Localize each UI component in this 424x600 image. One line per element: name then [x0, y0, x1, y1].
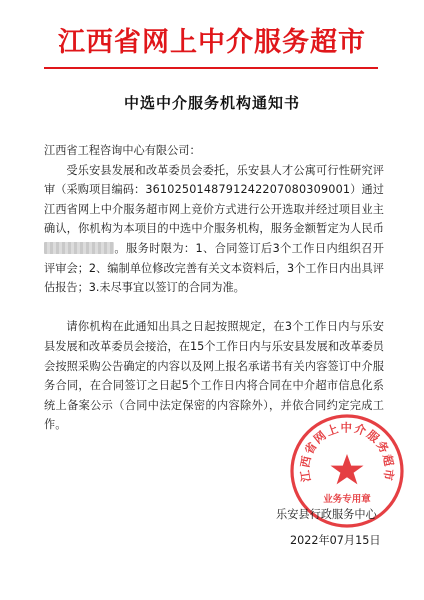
paragraph-1-part-a: 受乐安县发展和改革委员会委托，乐安县人才公寓可行性研究评审（采购项目编码：: [44, 163, 384, 197]
redacted-amount: [44, 242, 114, 254]
header-title: 江西省网上中介服务超市: [58, 27, 366, 58]
paragraph-1: [44, 161, 384, 298]
document-body: [44, 141, 384, 435]
header-divider: [44, 67, 378, 69]
seal-center-text: 业务专用章: [323, 494, 371, 505]
paragraph-1-part-c: 。服务时限为：1、合同签订后3个工作日内组织召开评审会；2、编制单位修改完善有关文本资料后，3个工作日内出具评估报告；3.未尽事宜以签订的合同为准。: [44, 241, 384, 295]
paragraph-1-part-b: ）通过江西省网上中介服务超市网上竞价方式进行公开选取并经过项目业主确认，你机构为本项目的中选中介服务机构，服务金额暂定为人民币: [44, 183, 384, 236]
recipient-line: 江西省工程咨询中心有限公司：: [44, 144, 201, 157]
document-title: 中选中介服务机构通知书: [123, 94, 300, 112]
project-code: 3610250148791242207080309001: [145, 183, 351, 197]
paragraph-2: 请你机构在此通知出具之日起按照规定，在3个工作日内与乐安县发展和改革委员会接洽，在15个工作日内与乐安县发展和改革委员会按照采购公告确定的内容以及网上报名承诺书有关内容签订中介服务合同，在合同签订之日起5个工作日内将合同在中介超市信息化系统上备案公示（合同中法定保密的内容除外），并依合同约定完成工作。: [44, 320, 384, 432]
seal-ring-text: 江西省网上中介服务超市: [297, 420, 397, 483]
issue-date: 2022年07月15日: [290, 534, 381, 547]
seal-star-icon: [331, 454, 364, 484]
issuing-organization: 乐安县行政服务中心: [276, 508, 377, 521]
